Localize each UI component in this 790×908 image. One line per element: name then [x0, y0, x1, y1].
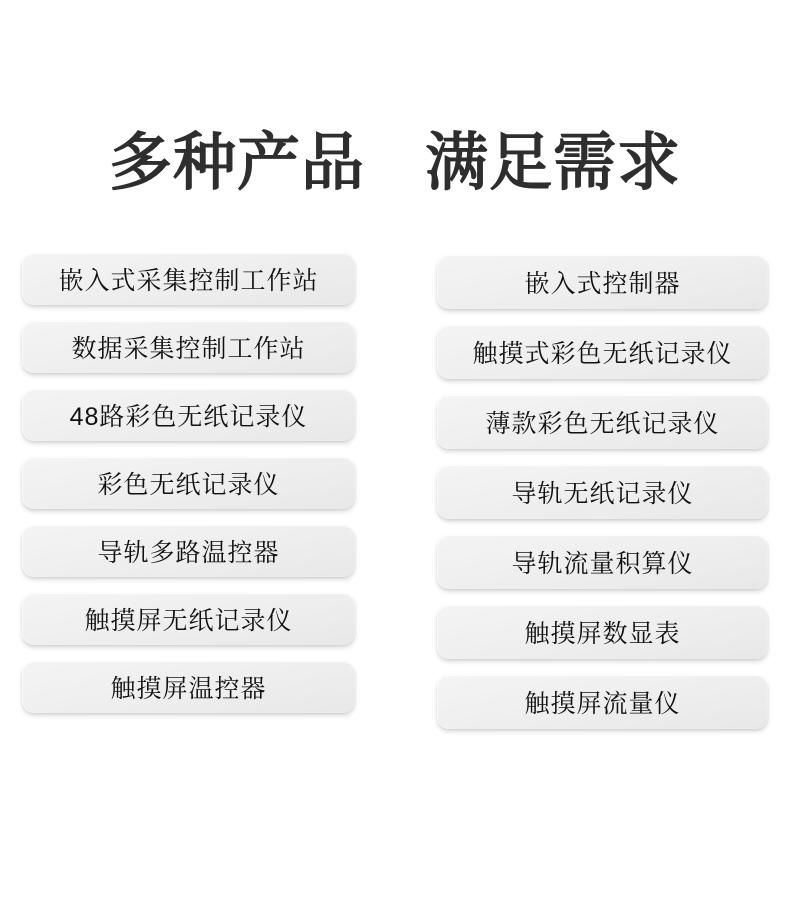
- product-button-din-rail-multichannel-temperature-controller[interactable]: 导轨多路温控器: [22, 525, 355, 577]
- product-button-touchscreen-digital-display-meter[interactable]: 触摸屏数显表: [437, 605, 768, 659]
- product-button-embedded-controller[interactable]: 嵌入式控制器: [437, 255, 768, 309]
- product-column-left: [22, 253, 355, 729]
- product-button-slim-color-paperless-recorder[interactable]: 薄款彩色无纸记录仪: [437, 395, 768, 449]
- product-button-data-acquisition-control-workstation[interactable]: 数据采集控制工作站: [22, 321, 355, 373]
- product-button-embedded-acquisition-control-workstation[interactable]: 嵌入式采集控制工作站: [22, 253, 355, 305]
- product-button-touchscreen-paperless-recorder[interactable]: 触摸屏无纸记录仪: [22, 593, 355, 645]
- product-column-right: [437, 255, 768, 729]
- product-button-48ch-color-paperless-recorder[interactable]: 48路彩色无纸记录仪: [22, 389, 355, 441]
- product-button-color-paperless-recorder[interactable]: 彩色无纸记录仪: [22, 457, 355, 509]
- product-showcase-page: [0, 128, 790, 908]
- page-title-part2: 满足需求: [425, 128, 681, 198]
- product-button-touchscreen-flow-meter[interactable]: 触摸屏流量仪: [437, 675, 768, 729]
- product-button-touch-color-paperless-recorder[interactable]: 触摸式彩色无纸记录仪: [437, 325, 768, 379]
- product-button-din-rail-flow-totalizer[interactable]: 导轨流量积算仪: [437, 535, 768, 589]
- page-title-part1: 多种产品: [109, 128, 365, 198]
- page-title: [0, 128, 790, 199]
- product-button-din-rail-paperless-recorder[interactable]: 导轨无纸记录仪: [437, 465, 768, 519]
- product-button-touchscreen-temperature-controller[interactable]: 触摸屏温控器: [22, 661, 355, 713]
- product-columns: [0, 253, 790, 729]
